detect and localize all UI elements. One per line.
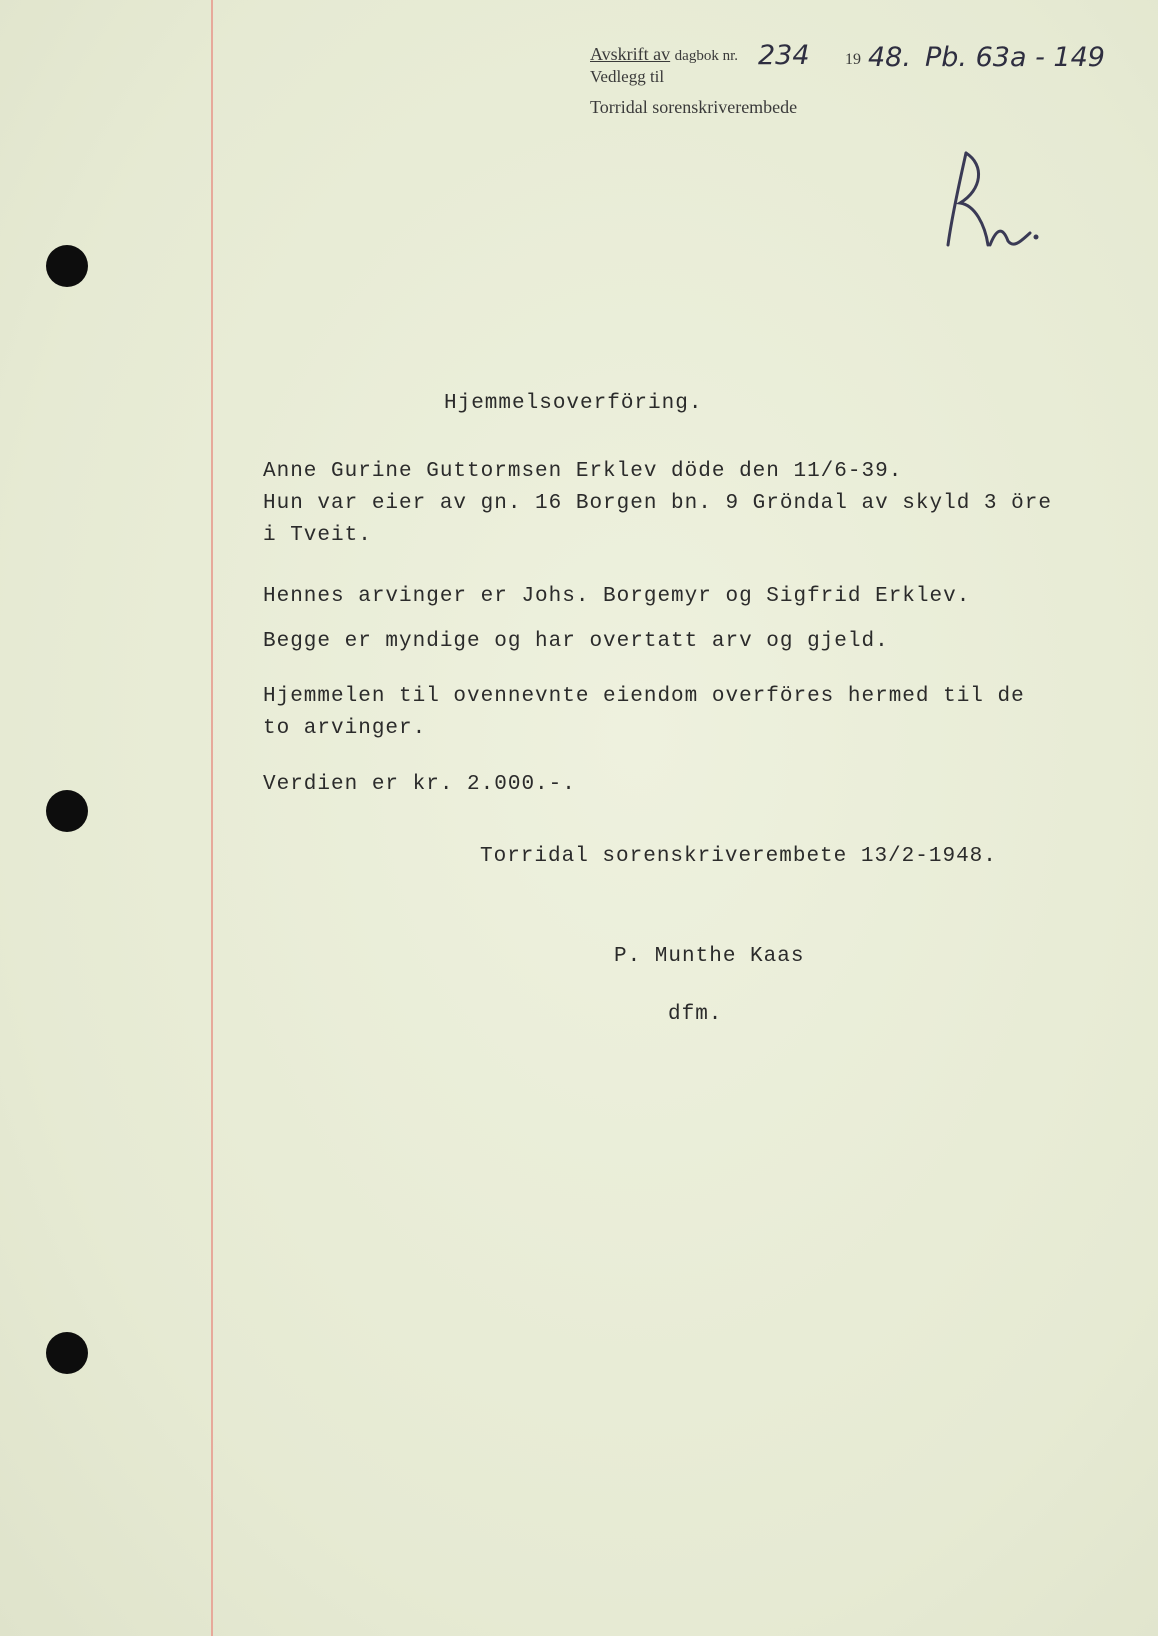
- hand-reference: Pb. 63a - 149: [925, 42, 1105, 73]
- paragraph-line: Anne Gurine Guttormsen Erklev döde den 11/6-39.: [263, 460, 903, 483]
- punch-hole: [46, 245, 88, 287]
- stamp-year-prefix: 19: [845, 51, 861, 68]
- margin-line: [211, 0, 213, 1636]
- handwritten-initials: [930, 145, 1050, 255]
- place-date: Torridal sorenskriverembete 13/2-1948.: [480, 845, 997, 868]
- paragraph-line: Verdien er kr. 2.000.-.: [263, 773, 576, 796]
- paragraph-line: Hun var eier av gn. 16 Borgen bn. 9 Gröndal av skyld 3 öre: [263, 492, 1052, 515]
- paragraph-line: Hjemmelen til ovennevnte eiendom overföres hermed til de: [263, 685, 1025, 708]
- stamp-office: Torridal sorenskriverembede: [590, 97, 798, 117]
- document-title: Hjemmelsoverföring.: [444, 392, 703, 415]
- signature-suffix: dfm.: [668, 1003, 723, 1026]
- stamp-dagbok: dagbok nr.: [674, 48, 738, 64]
- paragraph-line: Hennes arvinger er Johs. Borgemyr og Sigfrid Erklev.: [263, 585, 971, 608]
- stamp-avskrift: Avskrift av: [590, 44, 671, 64]
- hand-journal-number: 234: [758, 40, 810, 71]
- paragraph-line: Begge er myndige og har overtatt arv og gjeld.: [263, 630, 889, 653]
- punch-hole: [46, 1332, 88, 1374]
- signature-name: P. Munthe Kaas: [614, 945, 805, 968]
- paragraph-line: to arvinger.: [263, 717, 427, 740]
- hand-year: 48.: [868, 42, 911, 73]
- paragraph-line: i Tveit.: [263, 524, 372, 547]
- punch-hole: [46, 790, 88, 832]
- stamp-line-1: [590, 44, 738, 65]
- stamp-vedlegg: Vedlegg til: [590, 67, 665, 86]
